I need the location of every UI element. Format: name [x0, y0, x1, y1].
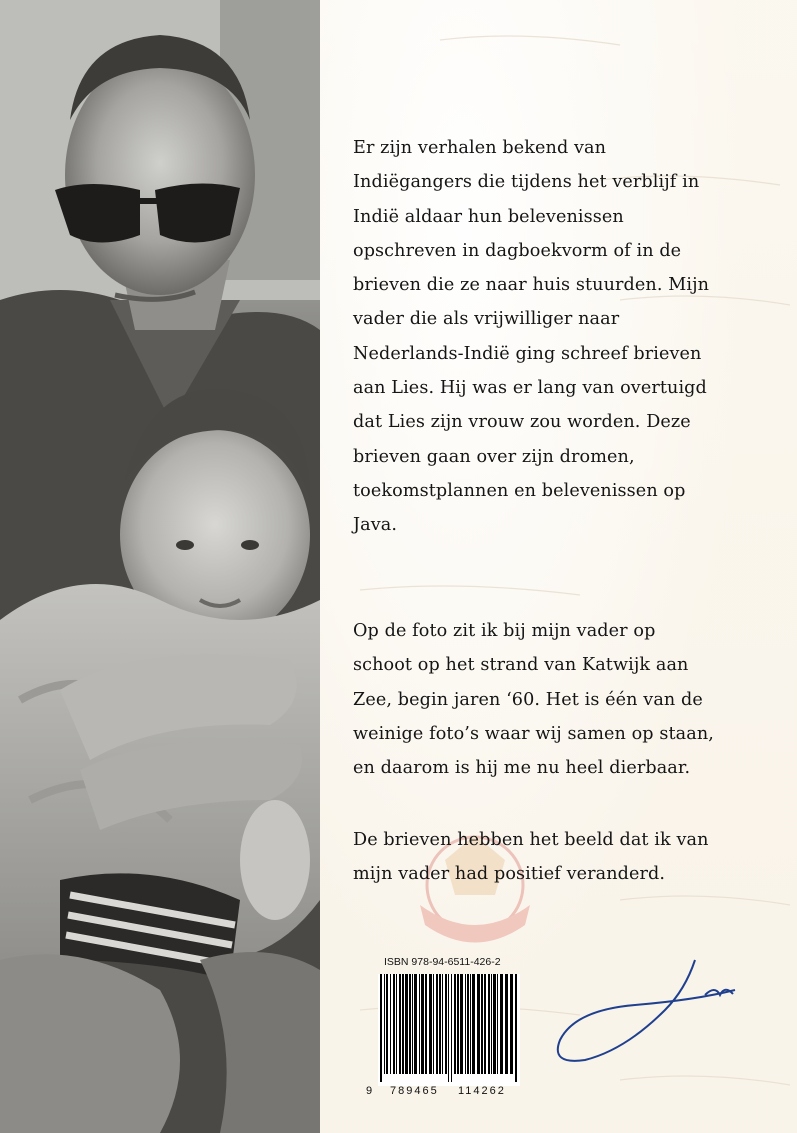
barcode-digits-left: 789465	[390, 1085, 439, 1097]
text-line: schoot op het strand van Katwijk aan	[353, 655, 689, 676]
barcode-bar	[396, 974, 397, 1074]
barcode-bar	[421, 974, 424, 1074]
barcode-bar	[414, 974, 417, 1074]
barcode-bar	[488, 974, 490, 1074]
barcode-bar	[505, 974, 508, 1074]
text-line: opschreven in dagboekvorm of in de	[353, 240, 682, 261]
text-line: brieven gaan over zijn dromen,	[353, 446, 635, 467]
barcode-bar	[448, 974, 449, 1082]
paragraph-photo-caption	[353, 614, 773, 785]
barcode-bar	[402, 974, 404, 1074]
barcode-bar	[380, 974, 382, 1082]
barcode-bar	[384, 974, 385, 1074]
handwritten-signature	[545, 950, 745, 1070]
barcode-bar	[467, 974, 469, 1074]
barcode-bar	[412, 974, 413, 1074]
text-line: Op de foto zit ik bij mijn vader op	[353, 621, 656, 641]
barcode-bar	[399, 974, 401, 1074]
barcode-bar	[393, 974, 395, 1074]
barcode-bar	[470, 974, 471, 1074]
barcode-bar	[409, 974, 411, 1074]
barcode-bar	[419, 974, 420, 1074]
barcode-bars	[378, 974, 520, 1082]
barcode-bar	[436, 974, 438, 1074]
photo-illustration	[0, 0, 320, 1133]
text-line: Indiëgangers die tijdens het verblijf in	[353, 172, 700, 193]
text-line: dat Lies zijn vrouw zou worden. Deze	[353, 412, 691, 433]
barcode-bar	[465, 974, 466, 1074]
barcode-bar	[433, 974, 434, 1074]
paragraph-intro	[353, 131, 773, 543]
text-line: mijn vader had positief veranderd.	[353, 864, 666, 885]
barcode-bar	[484, 974, 486, 1074]
text-line: Indië aldaar hun belevenissen	[353, 206, 624, 227]
barcode-bar	[442, 974, 443, 1074]
barcode-bar	[500, 974, 503, 1074]
barcode-bar	[491, 974, 492, 1074]
barcode-bar	[390, 974, 391, 1074]
barcode-bar	[425, 974, 427, 1074]
isbn-barcode	[378, 974, 520, 1086]
barcode-bar	[386, 974, 388, 1074]
barcode-bar	[515, 974, 517, 1082]
barcode-bar	[439, 974, 441, 1074]
text-line: Er zijn verhalen bekend van	[353, 138, 607, 158]
barcode-bar	[472, 974, 475, 1074]
barcode-bar	[510, 974, 513, 1074]
text-line: aan Lies. Hij was er lang van overtuigd	[353, 378, 707, 399]
paragraph-conclusion	[353, 823, 773, 892]
text-line: weinige foto’s waar wij samen op staan,	[353, 723, 714, 744]
barcode-bar	[477, 974, 480, 1074]
text-line: Nederlands-Indië ging schreef brieven	[353, 343, 702, 364]
barcode-bar	[493, 974, 496, 1074]
text-line: brieven die ze naar huis stuurden. Mijn	[353, 275, 710, 296]
barcode-bar	[457, 974, 459, 1074]
text-line: De brieven hebben het beeld dat ik van	[353, 830, 709, 850]
text-line: toekomstplannen en belevenissen op	[353, 480, 686, 501]
text-line: en daarom is hij me nu heel dierbaar.	[353, 758, 691, 779]
barcode-digit-lead: 9	[366, 1085, 373, 1097]
barcode-digits-right: 114262	[458, 1085, 506, 1097]
barcode-bar	[460, 974, 463, 1074]
barcode-bar	[454, 974, 456, 1074]
text-line: vader die als vrijwilliger naar	[353, 309, 620, 330]
barcode-bar	[445, 974, 447, 1074]
text-line: Java.	[353, 515, 398, 536]
barcode-bar	[497, 974, 498, 1074]
barcode-bar	[405, 974, 408, 1074]
barcode-bar	[429, 974, 432, 1074]
text-line: Zee, begin jaren ‘60. Het is één van de	[353, 689, 703, 710]
barcode-bar	[451, 974, 452, 1082]
barcode-bar	[481, 974, 483, 1074]
father-and-child-photo	[0, 0, 320, 1133]
isbn-label: ISBN 978-94-6511-426-2	[384, 956, 501, 968]
